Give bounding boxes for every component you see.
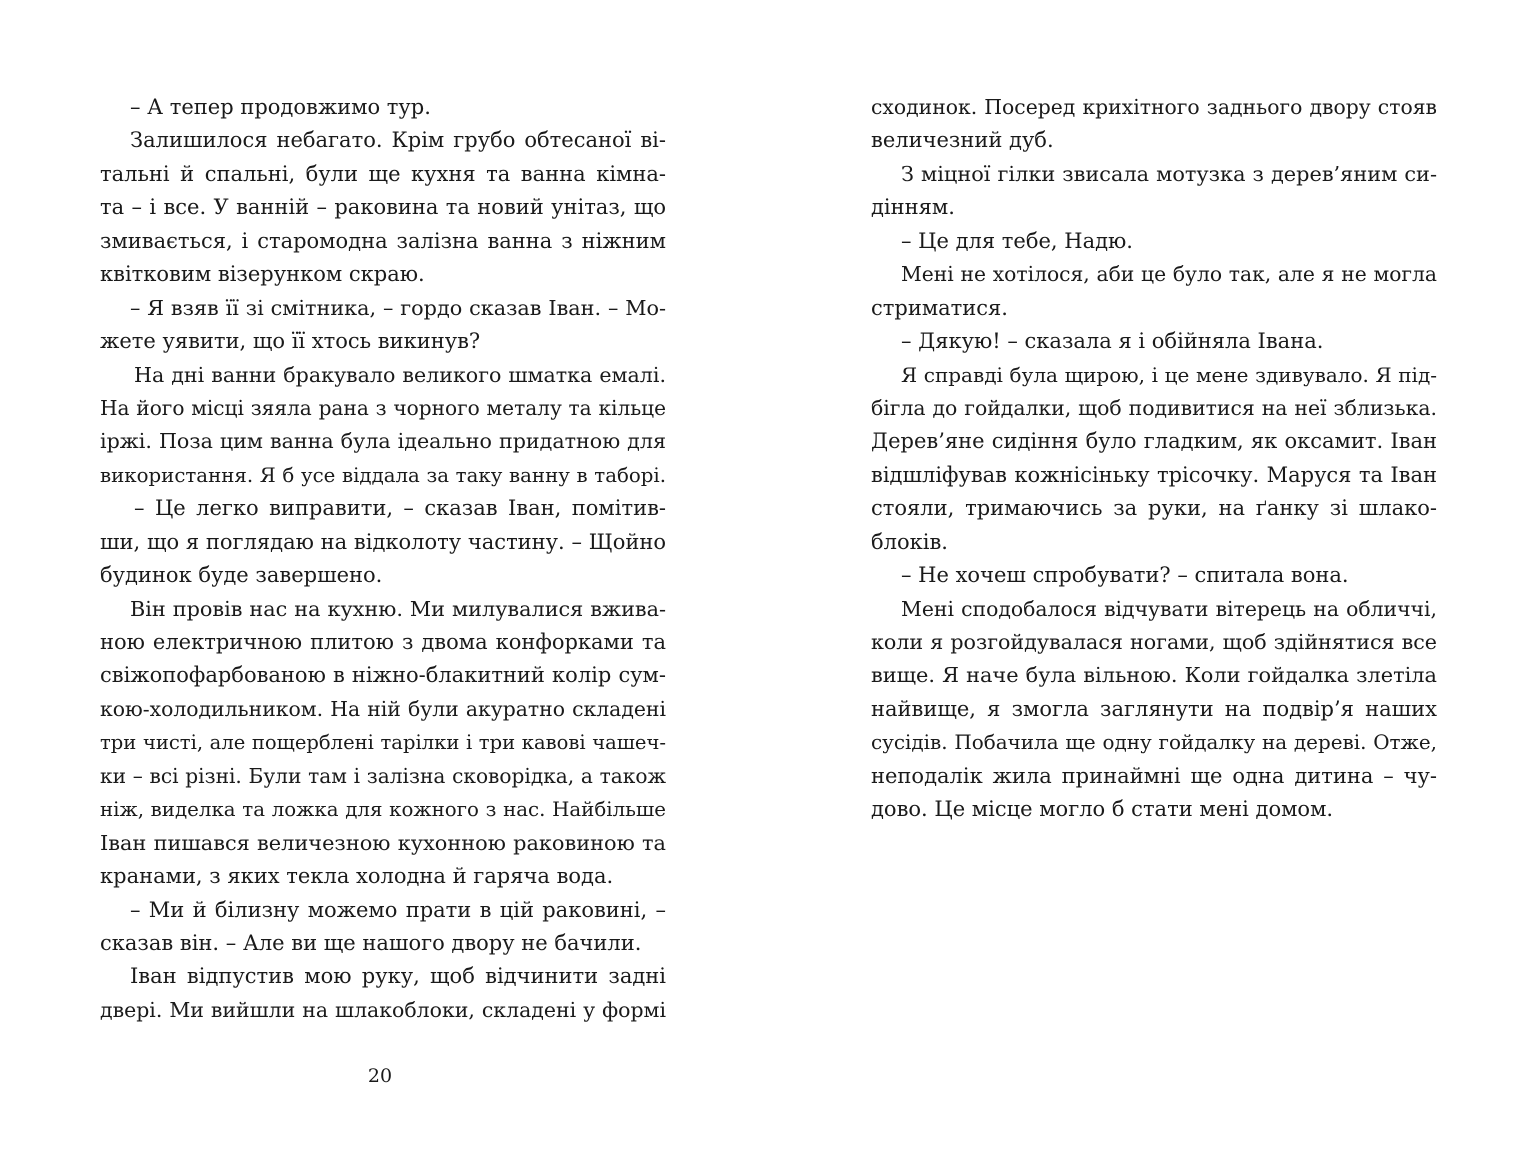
text-line: – Дякую! – сказала я і обійняла Івана. [901,329,1324,354]
text-line: ніж, виделка та ложка для кожного з нас. Найбільше [100,798,666,822]
text-line: ною електричною плитою з двома конфорками та [100,630,666,654]
left-page-text [100,91,666,1027]
text-line: найвище, я змогла заглянути на подвір’я наших [871,696,1437,721]
text-line: Дерев’яне сидіння було гладким, як оксамит. Іван [871,429,1437,454]
text-line: іржі. Поза цим ванна була ідеально придатною для [100,429,666,454]
text-line: бігла до гойдалки, щоб подивитися на неї зблизька. [871,395,1437,420]
text-line: кранами, з яких текла холодна й гаряча вода. [100,864,614,889]
text-line: – Це для тебе, Надю. [901,228,1133,253]
text-line: ши, що я поглядаю на відколоту частину. – Щойно [100,529,666,554]
text-line: та – і все. У ванній – раковина та новий унітаз, що [100,195,666,220]
text-line: стриматися. [871,295,1008,320]
text-line: – Я взяв її зі смітника, – гордо сказав Іван. – Мо- [130,295,666,320]
right-page-text [871,91,1437,827]
text-line: Я справді була щирою, і це мене здивувало. Я під- [901,362,1437,387]
text-line: дово. Це місце могло б стати мені домом. [871,797,1334,822]
text-line: квітковим візерунком скраю. [100,262,425,287]
text-line: – А тепер продовжимо тур. [130,95,431,119]
page-number: 20 [367,1065,393,1087]
text-line: На його місці зяяла рана з чорного металу та кільце [100,395,666,420]
text-line: Залишилося небагато. Крім грубо обтесаної ві- [130,128,666,153]
text-line: стояли, тримаючись за руки, на ґанку зі шлако- [871,496,1437,521]
text-line: блоків. [871,529,948,554]
text-line: будинок буде завершено. [100,563,383,588]
text-line: свіжопофарбованою в ніжно-блакитний колір сум- [100,663,666,688]
text-line: три чисті, але пощерблені тарілки і три кавові чашеч- [100,731,666,755]
text-line: вище. Я наче була вільною. Коли гойдалка злетіла [871,663,1437,688]
text-line: змивається, і старомодна залізна ванна з ніжним [100,228,666,253]
text-line: сходинок. Посеред крихітного заднього двору стояв [871,95,1437,119]
text-line: дінням. [871,195,955,220]
text-line: відшліфував кожнісіньку трісочку. Маруся та Іван [871,462,1437,487]
text-line: Іван відпустив мою руку, щоб відчинити задні [130,964,666,989]
text-line: сказав він. – Але ви ще нашого двору не бачили. [100,930,642,955]
text-line: сусідів. Побачила ще одну гойдалку на дереві. Отже, [871,731,1437,755]
text-line: Він провів нас на кухню. Ми милувалися вжива- [130,596,666,621]
text-line: жете уявити, що її хтось викинув? [100,329,481,354]
text-line: Іван пишався величезною кухонною раковиною та [100,830,666,855]
text-line: Мені не хотілося, аби це було так, але я не могла [901,262,1437,287]
text-line: – Це легко виправити, – сказав Іван, помітив- [134,496,666,521]
text-line: величезний дуб. [871,128,1054,153]
text-line: З міцної гілки звисала мотузка з дерев’яним си- [901,161,1437,186]
text-line: неподалік жила принаймні ще одна дитина – чу- [871,763,1437,788]
text-line: Мені сподобалося відчувати вітерець на обличчі, [901,596,1437,621]
text-line: двері. Ми вийшли на шлакоблоки, складені у формі [100,997,666,1022]
text-line: – Ми й білизну можемо прати в цій раковині, – [130,897,666,922]
text-line: На дні ванни бракувало великого шматка емалі. [134,362,666,387]
text-line: кою-холодильником. На ній були акуратно складені [100,696,666,721]
text-line: ки – всі різні. Були там і залізна сковорідка, а також [100,763,666,788]
text-line: коли я розгойдувалася ногами, щоб здійнятися все [871,630,1437,654]
text-line: – Не хочеш спробувати? – спитала вона. [901,563,1349,588]
text-line: використання. Я б усе віддала за таку ванну в таборі. [100,463,666,487]
text-line: тальні й спальні, були ще кухня та ванна кімна- [100,161,666,186]
